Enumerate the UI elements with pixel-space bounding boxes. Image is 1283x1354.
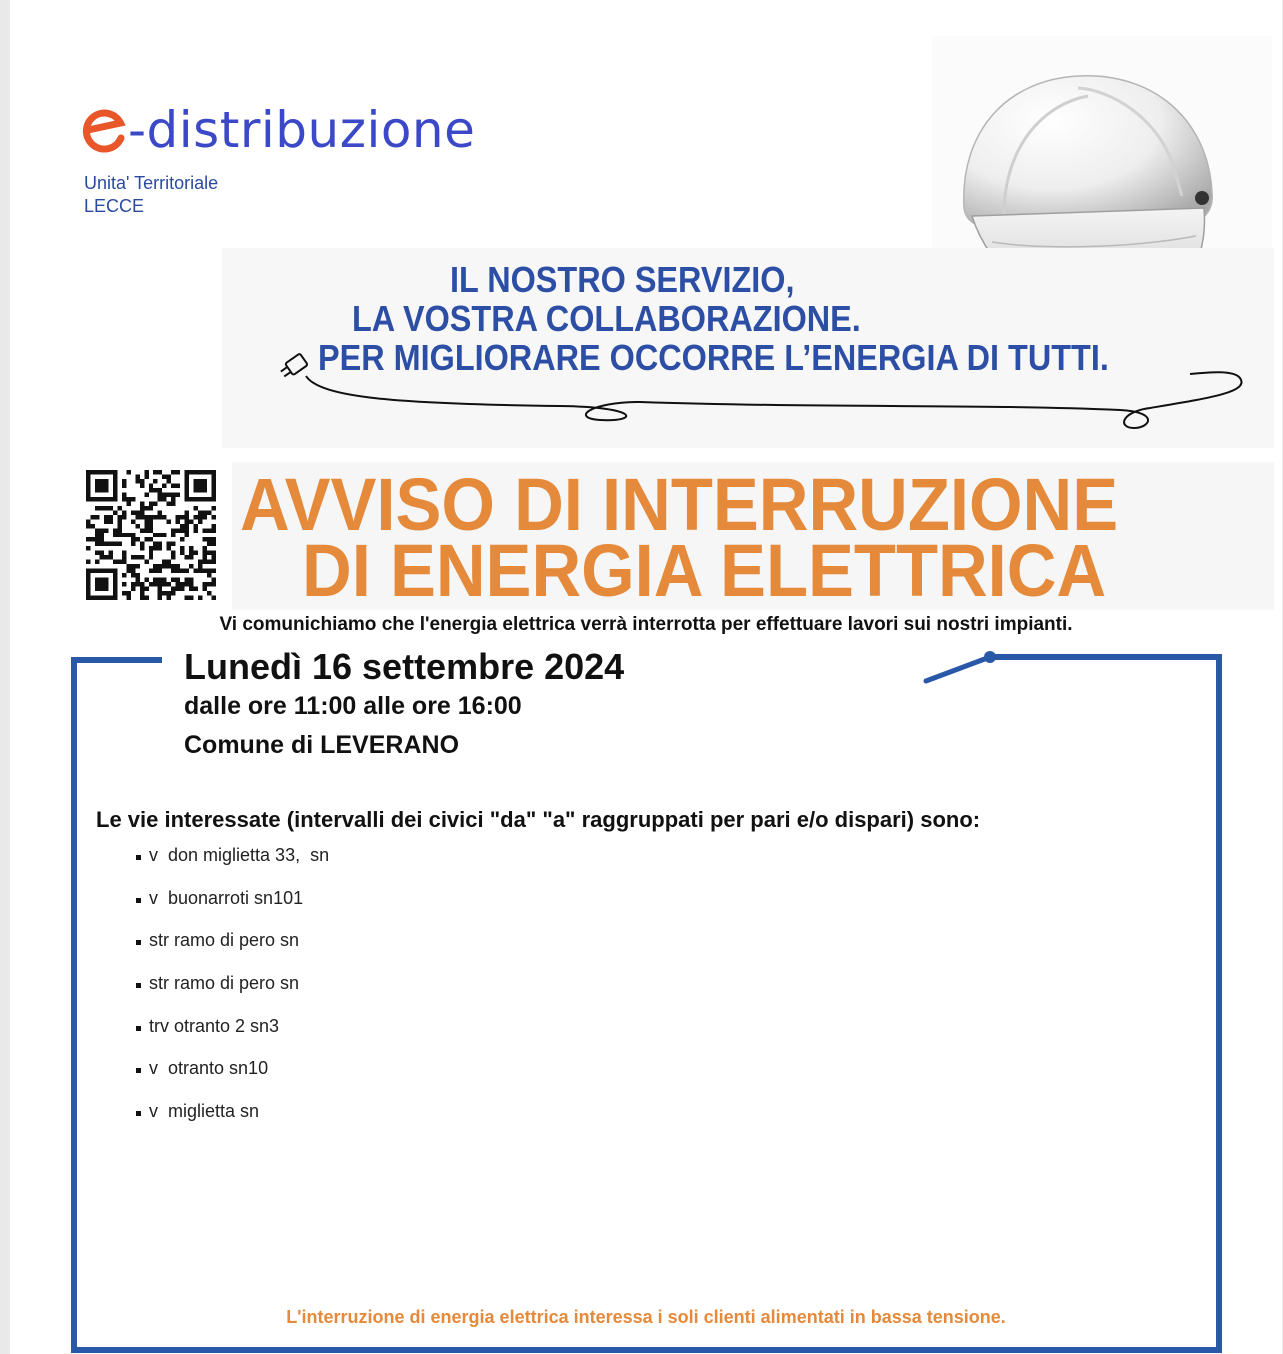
notice-intro: Vi comunichiamo che l'energia elettrica verrà interrotta per effettuare lavori sui nostri impianti. bbox=[219, 614, 1073, 635]
unit-label: Unita' Territoriale bbox=[84, 173, 219, 193]
notice-title-line-1: AVVISO DI INTERRUZIONE bbox=[240, 463, 1119, 546]
bullet-icon bbox=[136, 898, 141, 903]
e-logo-icon bbox=[80, 104, 128, 156]
street-item: v miglietta sn bbox=[132, 1101, 329, 1144]
footer-note: L'interruzione di energia elettrica interessa i soli clienti alimentati in bassa tensione. bbox=[286, 1307, 1006, 1327]
e-distribuzione-logo bbox=[80, 98, 475, 162]
bullet-icon bbox=[136, 1026, 141, 1031]
bullet-icon bbox=[136, 855, 141, 860]
street-item: v buonarroti sn101 bbox=[132, 888, 329, 931]
unit-city: LECCE bbox=[84, 196, 145, 216]
power-cable-icon bbox=[280, 352, 1280, 442]
street-item: str ramo di pero sn bbox=[132, 930, 329, 973]
street-item: v otranto sn10 bbox=[132, 1058, 329, 1101]
notice-title-line-2: DI ENERGIA ELETTRICA bbox=[302, 529, 1107, 612]
bullet-icon bbox=[136, 1111, 141, 1116]
brand-name: -distribuzione bbox=[128, 101, 476, 159]
street-item: str ramo di pero sn bbox=[132, 973, 329, 1016]
street-item: trv otranto 2 sn3 bbox=[132, 1016, 329, 1059]
bullet-icon bbox=[136, 940, 141, 945]
qr-code-icon bbox=[86, 470, 216, 600]
bullet-icon bbox=[136, 1068, 141, 1073]
notice-page bbox=[10, 0, 1282, 1354]
slogan-line-2: LA VOSTRA COLLABORAZIONE. bbox=[352, 298, 861, 339]
slogan-line-3: PER MIGLIORARE OCCORRE L’ENERGIA DI TUTTI. bbox=[318, 337, 1109, 378]
slogan-line-1: IL NOSTRO SERVIZIO, bbox=[450, 259, 795, 300]
interruption-comune: Comune di LEVERANO bbox=[184, 731, 460, 759]
street-item: v don miglietta 33, sn bbox=[132, 845, 329, 888]
territorial-unit bbox=[84, 172, 218, 218]
interruption-date: Lunedì 16 settembre 2024 bbox=[184, 646, 625, 687]
interruption-hours: dalle ore 11:00 alle ore 16:00 bbox=[184, 692, 522, 720]
bullet-icon bbox=[136, 983, 141, 988]
streets-heading: Le vie interessate (intervalli dei civici "da" "a" raggruppati per pari e/o dispari) sono: bbox=[96, 807, 981, 832]
streets-list bbox=[132, 845, 329, 1144]
